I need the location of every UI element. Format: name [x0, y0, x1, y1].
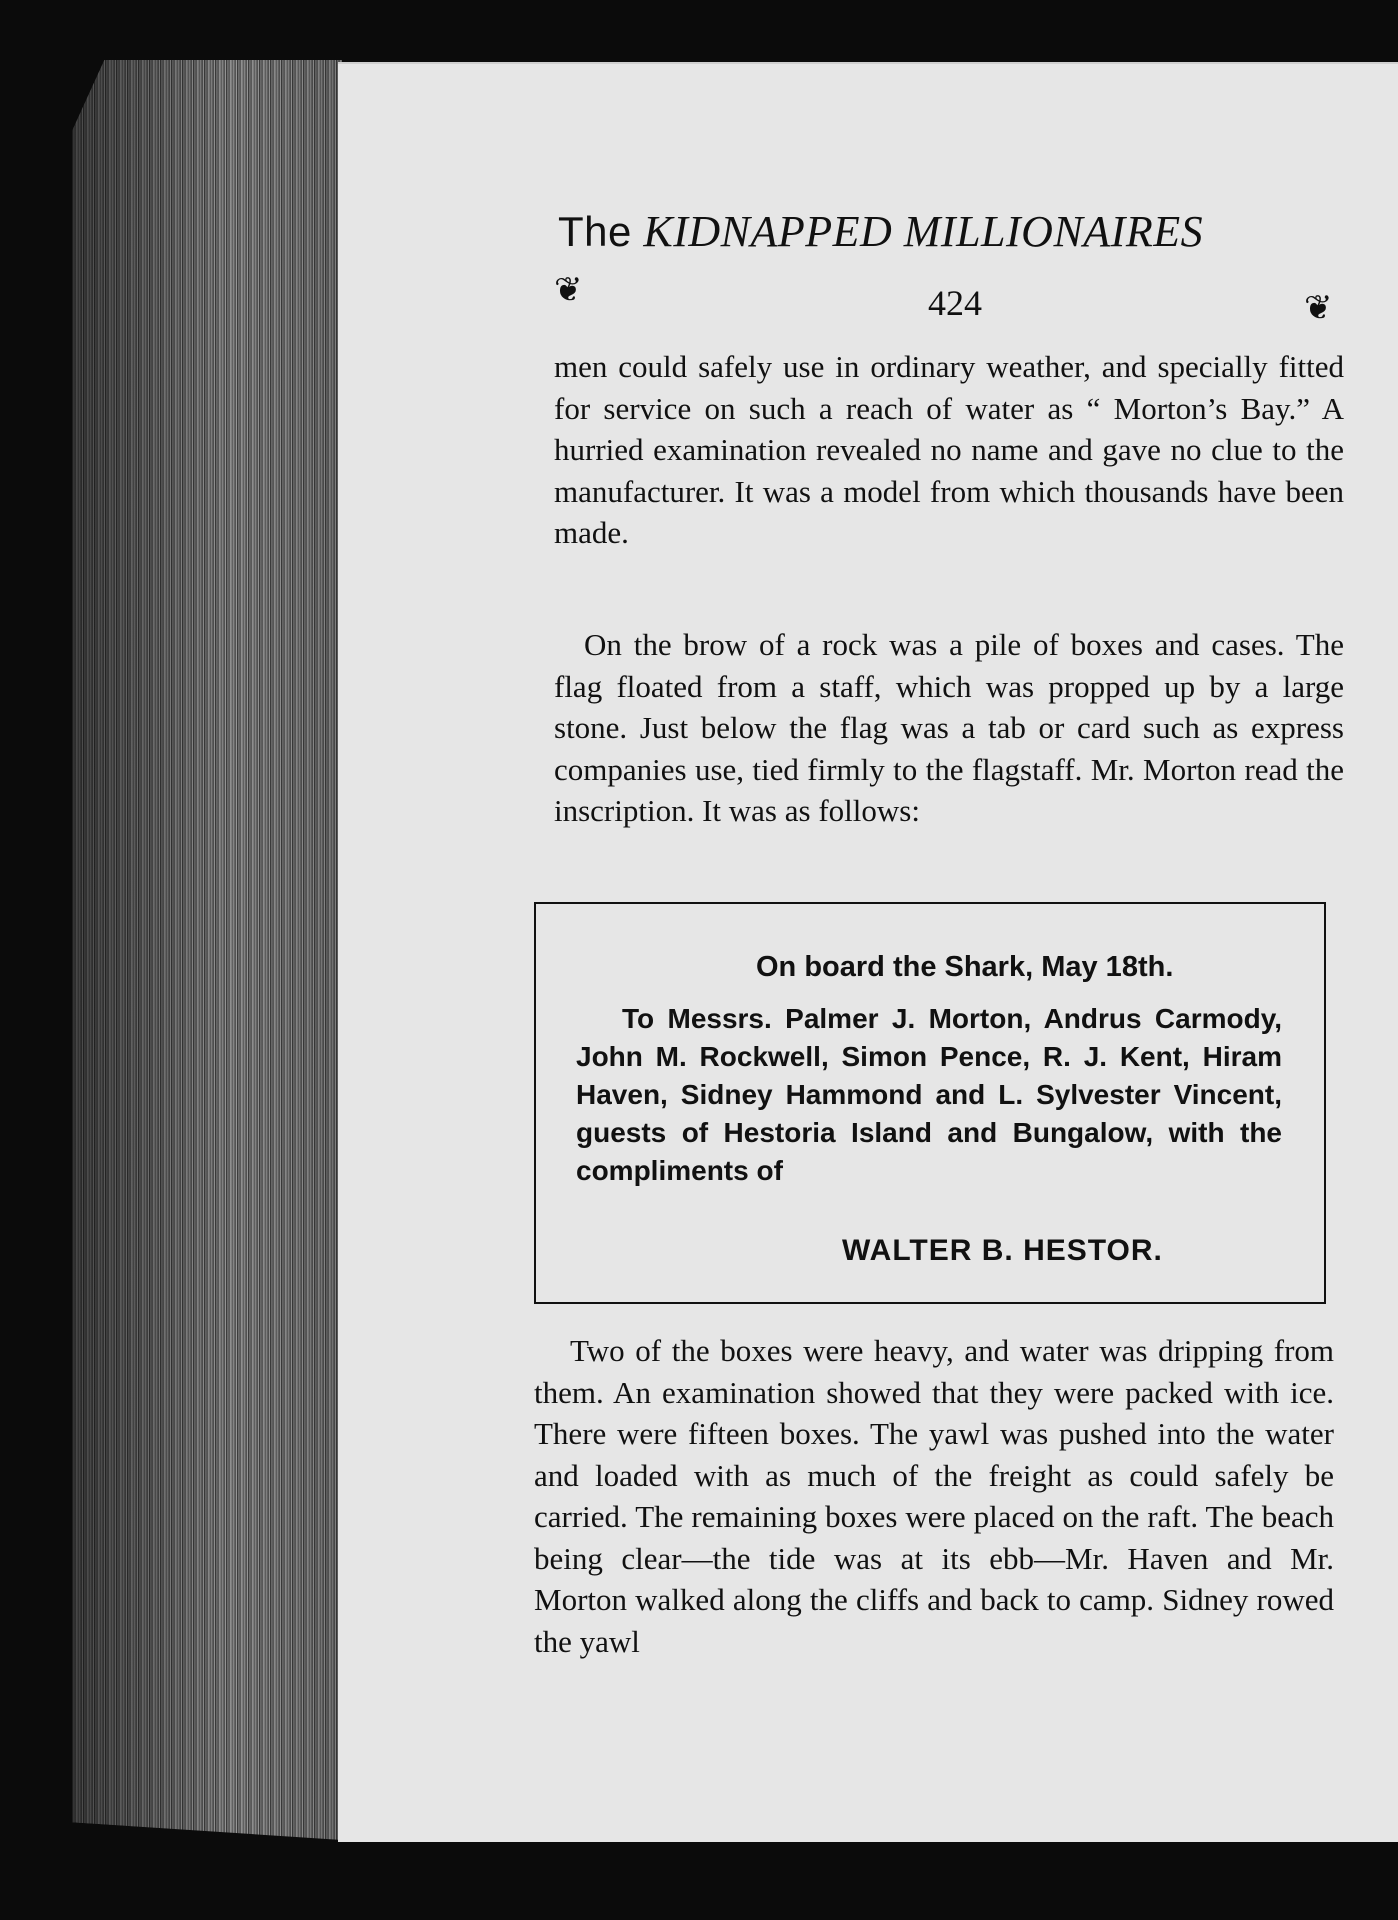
inscription-card: [534, 902, 1326, 1304]
book-page: [338, 62, 1398, 1842]
paragraph-3: Two of the boxes were heavy, and water was dripping from them. An examination showed that they were packed with ice. There were fifteen boxes. The yawl was pushed into the water and loaded with as much of the freight as could safely be carried. The remaining boxes were placed on the raft. The beach being clear—the tide was at its ebb—Mr. Haven and Mr. Morton walked along the cliffs and back to camp. Sidney rowed the yawl: [534, 1333, 1334, 1659]
ornament-right-icon: ❦: [1304, 290, 1333, 327]
page-content: [338, 64, 1398, 1842]
inscription-dateline: On board the Shark, May 18th.: [756, 951, 1174, 983]
paragraph-1: men could safely use in ordinary weather, and specially fitted for service on such a reach of water as “ Morton’s Bay.” A hurried examination revealed no name and gave no clue to the manufacturer. It was a model from which thousands have been made.: [554, 349, 1344, 550]
running-head: [558, 206, 1358, 257]
inscription-signature: WALTER B. HESTOR.: [842, 1234, 1163, 1267]
running-head-the: The: [558, 208, 632, 255]
page-number: 424: [928, 283, 982, 323]
ornament-left-icon: ❦: [554, 272, 583, 309]
book-edge-shadow: [72, 60, 342, 1840]
paragraph-2: On the brow of a rock was a pile of boxes and cases. The flag floated from a staff, which was propped up by a large stone. Just below the flag was a tab or card such as express companies use, tied firmly to the flagstaff. Mr. Morton read the inscription. It was as follows:: [554, 627, 1344, 828]
inscription-address: To Messrs. Palmer J. Morton, Andrus Carmody, John M. Rockwell, Simon Pence, R. J. Kent, Hiram Haven, Sidney Hammond and L. Sylvester Vincent, guests of Hestoria Island and Bungalow, with the compliments of: [576, 1003, 1282, 1186]
running-head-title: KIDNAPPED MILLIONAIRES: [643, 207, 1204, 256]
